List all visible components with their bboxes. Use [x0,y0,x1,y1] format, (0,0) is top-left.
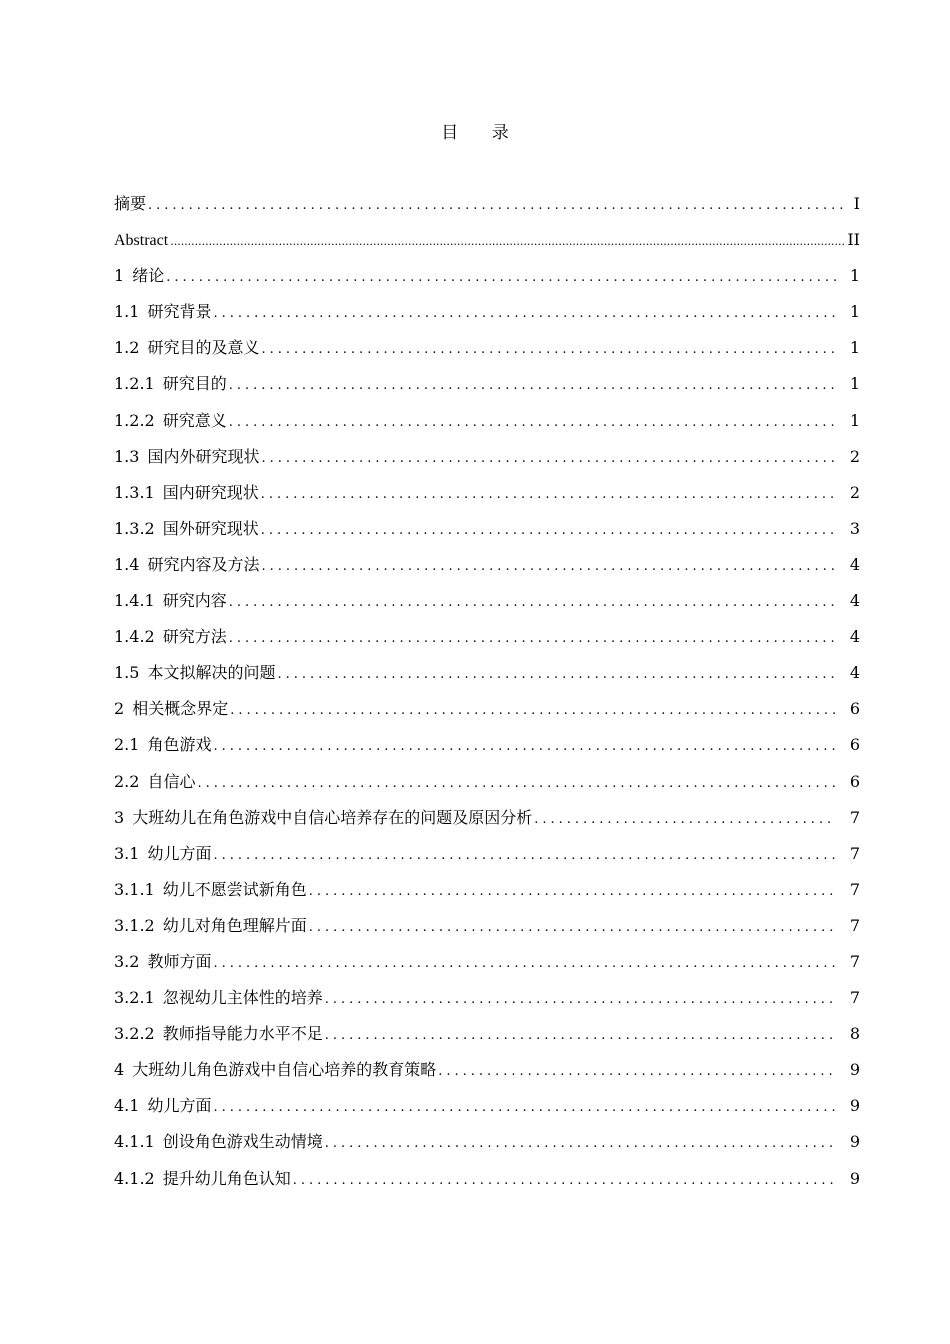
toc-entry-label: 3.2.2 教师指导能力水平不足 [114,1016,323,1052]
toc-entry[interactable] [114,944,860,980]
toc-entry-number: 4.1.2 [114,1168,155,1188]
toc-page-number: 4 [849,663,860,683]
toc-page-number: 4 [849,554,860,574]
toc-entry-number: 1.2.1 [114,374,155,394]
toc-page-number: 2 [849,446,860,466]
toc-leader-dots [229,585,836,621]
toc-entry-number: 3.1.2 [114,915,155,935]
toc-page-number: 7 [849,843,860,863]
toc-leader-dots [534,802,836,838]
toc-page-number: 7 [849,988,860,1008]
toc-leader-dots [166,260,836,296]
toc-leader-dots [309,874,836,910]
toc-leader-dots [229,405,836,441]
toc-entry-number: 2 [114,699,125,719]
toc-entry-number: 1.2.2 [114,410,155,430]
toc-entry[interactable] [114,1161,860,1197]
toc-entry[interactable] [114,980,860,1016]
toc-entry[interactable] [114,836,860,872]
toc-entry-number: 3.2.1 [114,988,155,1008]
toc-entry-label: 3.2 教师方面 [114,944,211,980]
toc-leader-dots [229,621,836,657]
toc-entry-label: 1.4.1 研究内容 [114,583,227,619]
toc-entry[interactable] [114,764,860,800]
toc-leader-dots [229,368,836,404]
toc-page-number: 6 [849,699,860,719]
toc-entry-number: 1.3 [114,446,140,466]
toc-entry-abstract-cn[interactable] [114,186,860,222]
toc-entry[interactable] [114,366,860,402]
toc-entry-number: 4 [114,1060,125,1080]
toc-entry[interactable] [114,872,860,908]
toc-entry-number: 1.4.1 [114,591,155,611]
toc-page-number: 8 [849,1024,860,1044]
toc-leader-dots [230,693,836,729]
toc-entry[interactable] [114,1088,860,1124]
toc-entry[interactable] [114,908,860,944]
toc-leader-dots [213,946,836,982]
toc-entry[interactable] [114,511,860,547]
toc-page-number: 1 [849,410,860,430]
toc-leader-dots [438,1054,836,1090]
toc-entry-label: 2.2 自信心 [114,764,195,800]
toc-entry-label: 1.2 研究目的及意义 [114,330,259,366]
toc-page-number: 4 [849,591,860,611]
toc-entry-label: 3.1.2 幼儿对角色理解片面 [114,908,307,944]
toc-entry-label: 1.1 研究背景 [114,294,211,330]
toc-entry-number: 1.3.2 [114,518,155,538]
toc-entry[interactable] [114,583,860,619]
toc-entry[interactable] [114,475,860,511]
toc-entry-label: 1.4 研究内容及方法 [114,547,259,583]
toc-entry[interactable] [114,1124,860,1160]
toc-entry-number: 3.2.2 [114,1024,155,1044]
toc-entry[interactable] [114,691,860,727]
toc-page-number: 3 [849,518,860,538]
toc-page-number: II [847,230,860,250]
toc-entry[interactable] [114,330,860,366]
toc-page-number: 2 [849,482,860,502]
toc-entry-label: 4 大班幼儿角色游戏中自信心培养的教育策略 [114,1052,436,1088]
toc-entry-label: 1.3.2 国外研究现状 [114,511,259,547]
toc-leader-dots [261,332,836,368]
toc-page-number: 7 [849,951,860,971]
toc-page-number: 9 [849,1168,860,1188]
toc-entry-number: 4.1.1 [114,1132,155,1152]
toc-entry-number: 3.1 [114,843,140,863]
toc-entry-label: 3.1.1 幼儿不愿尝试新角色 [114,872,307,908]
toc-entry[interactable] [114,1016,860,1052]
toc-entry-number: 1.2 [114,338,140,358]
toc-entry-number: 2.1 [114,735,140,755]
toc-entry-label: 3 大班幼儿在角色游戏中自信心培养存在的问题及原因分析 [114,800,532,836]
toc-entry-label: 4.1 幼儿方面 [114,1088,211,1124]
toc-entry-label: 2.1 角色游戏 [114,727,211,763]
toc-leader-dots [261,441,836,477]
toc-entry-number: 1 [114,266,125,286]
toc-entry-label: 4.1.1 创设角色游戏生动情境 [114,1124,323,1160]
toc-entry-label: 1.4.2 研究方法 [114,619,227,655]
toc-entry-label: 2 相关概念界定 [114,691,228,727]
toc-leader-dots [261,513,836,549]
toc-leader-dots [325,1126,836,1162]
toc-page-number: 7 [849,915,860,935]
toc-entry-number: 1.4.2 [114,627,155,647]
toc-page-number: 9 [849,1060,860,1080]
toc-leader-dots [261,477,836,513]
toc-page-number: 9 [849,1132,860,1152]
toc-entry-number: 2.2 [114,771,140,791]
toc-entry[interactable] [114,403,860,439]
toc-entry[interactable] [114,294,860,330]
toc-entry-abstract-en[interactable] [114,222,860,258]
toc-page-number: 1 [849,266,860,286]
toc-entry[interactable] [114,800,860,836]
toc-leader-dots [213,838,836,874]
toc-leader-dots [213,729,836,765]
toc-entry-label: 1.2.1 研究目的 [114,366,227,402]
toc-leader-dots [197,766,836,802]
toc-entry-number: 3 [114,807,125,827]
toc-leader-dots [277,657,836,693]
toc-entry[interactable] [114,619,860,655]
toc-page-number: 4 [849,627,860,647]
toc-entry-label: 3.2.1 忽视幼儿主体性的培养 [114,980,323,1016]
toc-leader-dots [293,1163,836,1199]
toc-page-number: 6 [849,771,860,791]
toc-leader-dots [148,188,844,224]
toc-entry[interactable] [114,1052,860,1088]
toc-entry[interactable] [114,439,860,475]
toc-entry-label: 1 绪论 [114,258,164,294]
table-of-contents [114,186,860,1197]
toc-leader-dots [213,1090,836,1126]
toc-entry[interactable] [114,547,860,583]
toc-page-number: 1 [849,374,860,394]
toc-page-number: 1 [849,338,860,358]
toc-entry-label: Abstract [114,232,169,250]
toc-entry-number: 1.4 [114,554,140,574]
toc-page-number: 9 [849,1096,860,1116]
toc-entry[interactable] [114,655,860,691]
toc-entry[interactable] [114,258,860,294]
toc-page-number: 1 [849,302,860,322]
toc-entry-label: 摘要 [114,194,147,213]
toc-page-number: I [853,194,860,213]
page-title: 目 录 [441,123,523,143]
toc-entry-label: 1.2.2 研究意义 [114,403,227,439]
toc-entry-label: 4.1.2 提升幼儿角色认知 [114,1161,291,1197]
toc-leader-dots [325,1018,836,1054]
toc-leader-dots [170,224,844,260]
toc-leader-dots [261,549,836,585]
toc-entry-label: 1.3.1 国内研究现状 [114,475,259,511]
toc-entry-label: 1.3 国内外研究现状 [114,439,259,475]
toc-entry-number: 4.1 [114,1096,140,1116]
toc-leader-dots [309,910,836,946]
toc-entry-number: 1.1 [114,302,140,322]
toc-entry-label: 3.1 幼儿方面 [114,836,211,872]
toc-leader-dots [325,982,836,1018]
toc-entry-number: 1.3.1 [114,482,155,502]
toc-leader-dots [213,296,836,332]
toc-page-number: 7 [849,879,860,899]
toc-page-number: 7 [849,807,860,827]
toc-entry-number: 3.2 [114,951,140,971]
toc-entry-label: 1.5 本文拟解决的问题 [114,655,275,691]
toc-entry[interactable] [114,727,860,763]
toc-entry-number: 3.1.1 [114,879,155,899]
toc-page-number: 6 [849,735,860,755]
toc-entry-number: 1.5 [114,663,140,683]
